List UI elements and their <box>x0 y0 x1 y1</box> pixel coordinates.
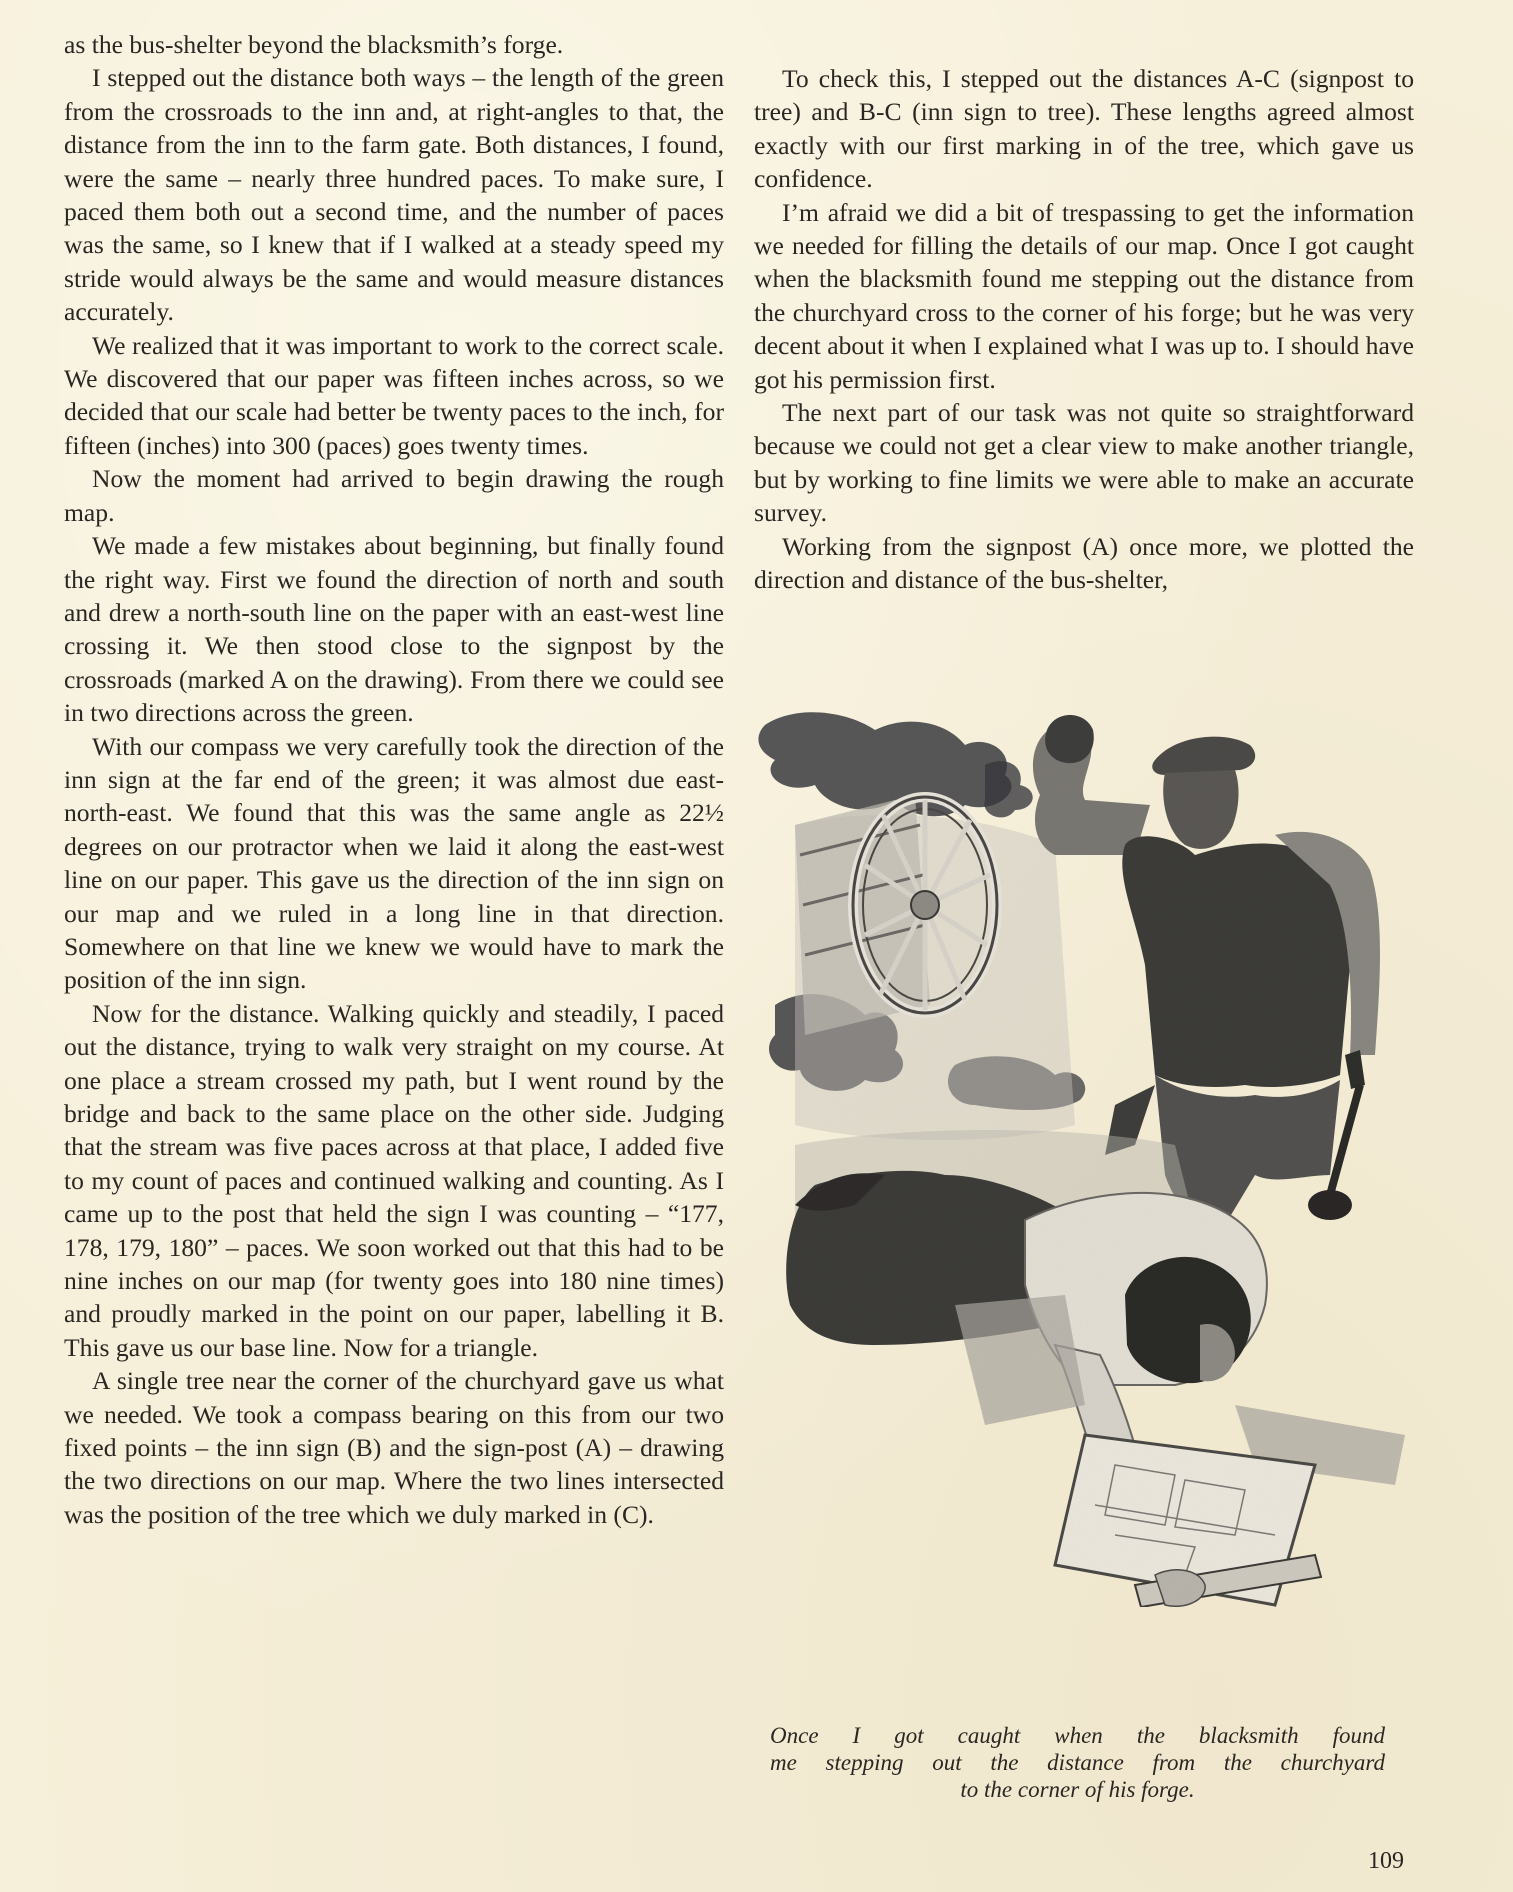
page-number: 109 <box>1368 1848 1404 1874</box>
paragraph: We made a few mistakes about beginning, but finally found the right way. First we found the direction of north and south and drew a north-south line on the paper with an east-west line crossing it. We then stood close to the signpost by the crossroads (marked A on the drawing). From there we could see in two directions across the green. <box>64 531 724 728</box>
paragraph: To check this, I stepped out the distances A-C (signpost to tree) and B-C (inn sign to tree). These lengths agreed almost exactly with our first marking in of the tree, which gave us confidence. <box>754 64 1414 194</box>
left-text-column <box>64 28 724 1531</box>
paragraph: as the bus-shelter beyond the blacksmith’s forge. <box>64 30 564 59</box>
right-text-column <box>754 62 1414 597</box>
paragraph: Now for the distance. Walking quickly and steadily, I paced out the distance, trying to walk very straight on my course. At one place a stream crossed my path, but I went round by the bridge and back to the same place on the other side. Judging that the stream was five paces across at that place, I added five to my count of paces and continued walking and counting. As I came up to the post that held the sign I was counting – “177, 178, 179, 180” – paces. We soon worked out that this had to be nine inches on our map (for twenty goes into 180 nine times) and proudly marked in the point on our paper, labelling it B. This gave us our base line. Now for a triangle. <box>64 998 724 1362</box>
paragraph: With our compass we very carefully took the direction of the inn sign at the far end of the green; it was almost due east-north-east. We found that this was the same angle as 22½ degrees on our protractor when we laid it along the east-west line on our paper. This gave us the direction of the inn sign on our map and we ruled in a long line in that direction. Somewhere on that line we knew we would have to mark the position of the inn sign. <box>64 731 724 995</box>
paragraph: A single tree near the corner of the churchyard gave us what we needed. We took a compass bearing on this from our two fixed points – the inn sign (B) and the sign-post (A) – drawing the two directions on our map. Where the two lines intersected was the position of the tree which we duly marked in (C). <box>64 1366 724 1529</box>
paragraph: I’m afraid we did a bit of trespassing to get the information we needed for filling the details of our map. Once I got caught when the blacksmith found me stepping out the distance from the churchyard cross to the corner of his forge; but he was very decent about it when I explained what I was up to. I should have got his permission first. <box>754 197 1414 394</box>
caption-line: to the corner of his forge. <box>960 1777 1195 1802</box>
paragraph: We realized that it was important to work to the correct scale. We discovered that our paper was fifteen inches across, so we decided that our scale had better be twenty paces to the inch, for fifteen (inches) into 300 (paces) goes twenty times. <box>64 330 724 460</box>
paragraph: Working from the signpost (A) once more, we plotted the direction and distance of the bus-shelter, <box>754 531 1414 595</box>
paragraph: I stepped out the distance both ways – the length of the green from the crossroads to the inn and, at right-angles to that, the distance from the inn to the farm gate. Both distances, I found, were the same – nearly three hundred paces. To make sure, I paced them both out a second time, and the number of paces was the same, so I knew that if I walked at a steady speed my stride would always be the same and would measure distances accurately. <box>64 63 724 327</box>
paragraph: Now the moment had arrived to begin drawing the rough map. <box>64 464 724 527</box>
caption-line: me stepping out the distance from the churchyard <box>770 1750 1385 1775</box>
boy-figure <box>786 1171 1405 1607</box>
illustration-caption <box>770 1722 1385 1803</box>
blacksmith-illustration <box>755 705 1410 1695</box>
caption-line: Once I got caught when the blacksmith found <box>770 1723 1385 1748</box>
paragraph: The next part of our task was not quite so straightforward because we could not get a clear view to make another triangle, but by working to fine limits we were able to make an accurate survey. <box>754 398 1414 528</box>
